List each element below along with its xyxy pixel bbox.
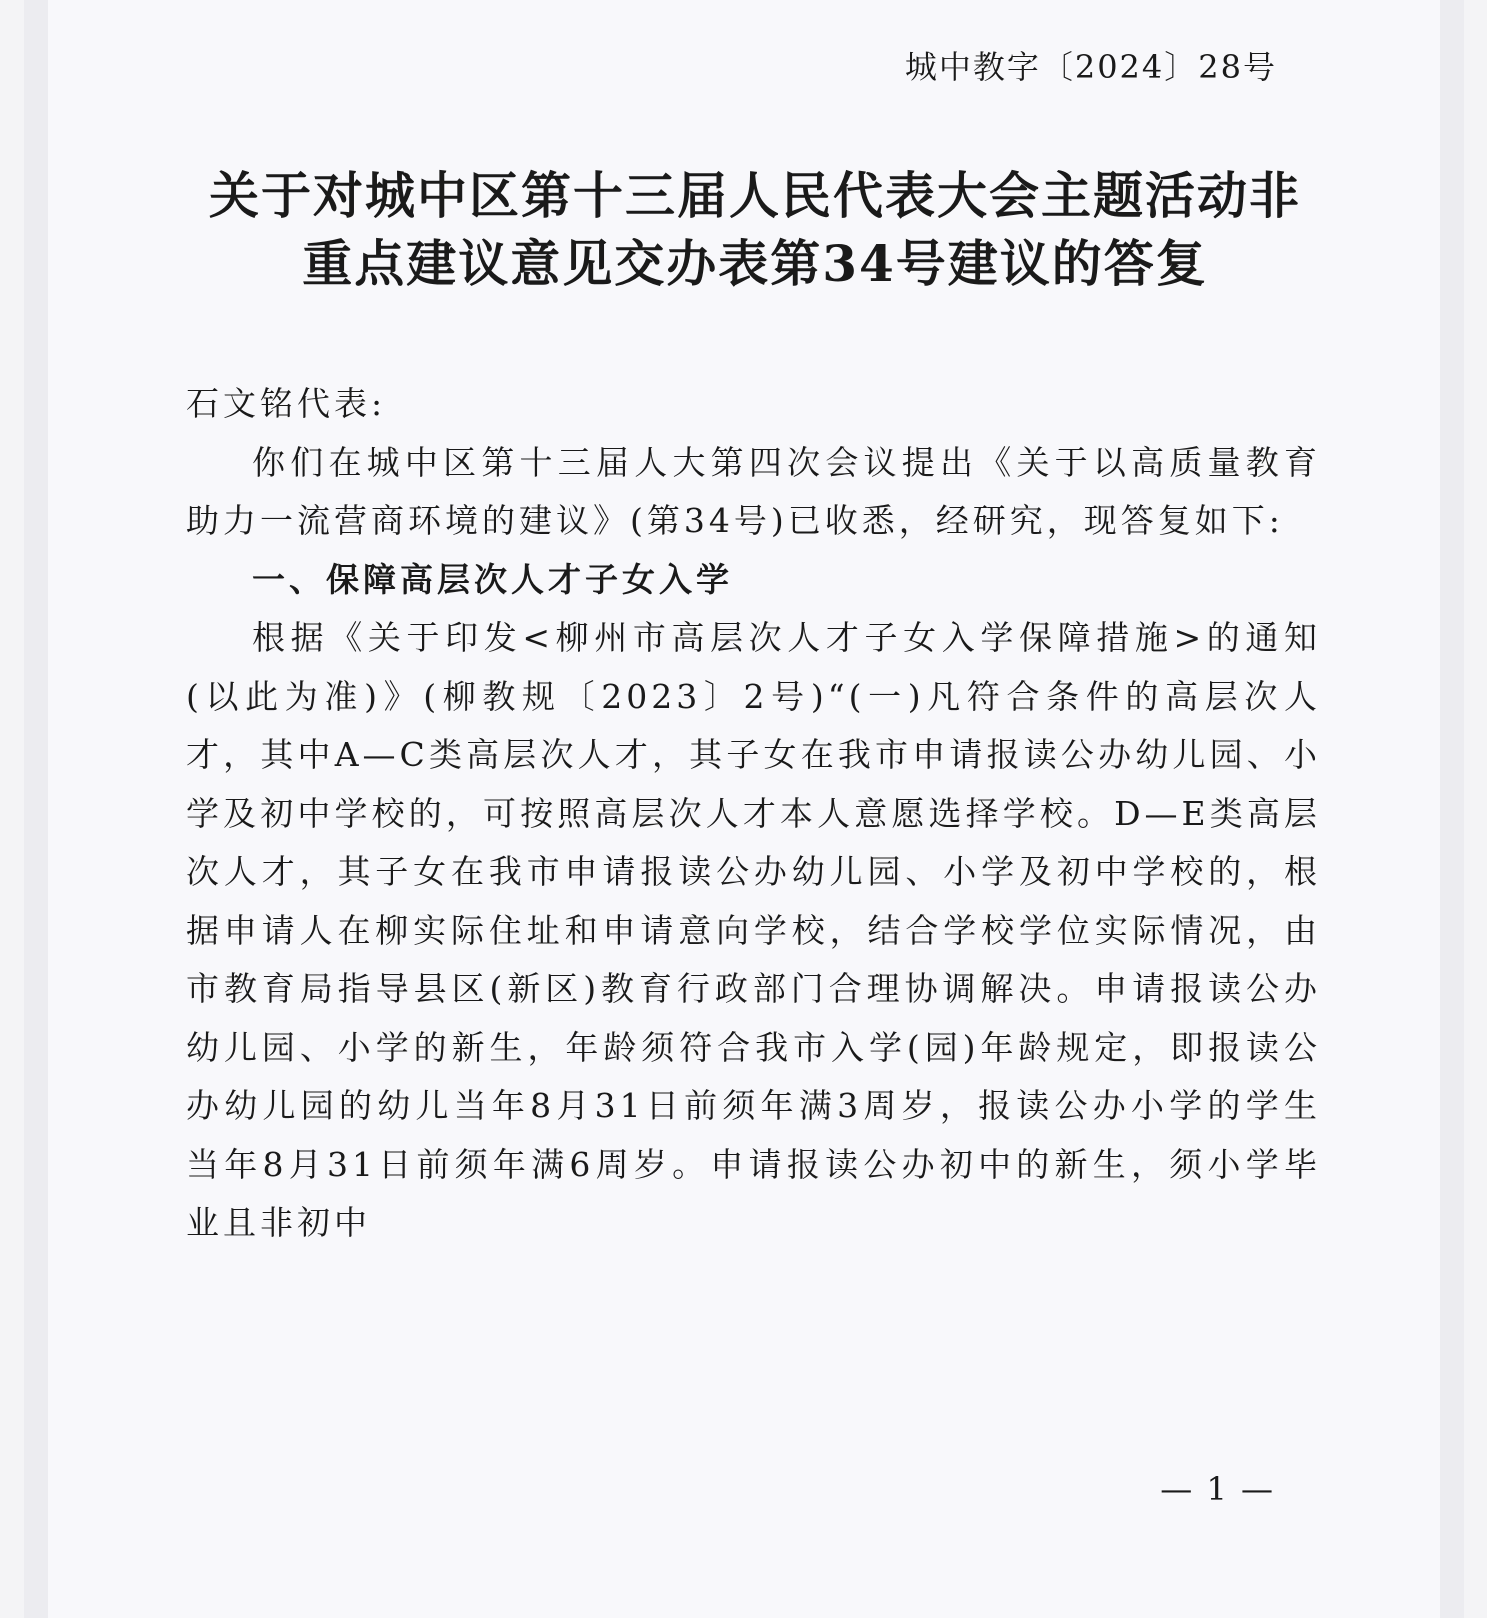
page-edge-right (1440, 0, 1464, 1618)
page-edge-left (24, 0, 48, 1618)
intro-paragraph: 你们在城中区第十三届人大第四次会议提出《关于以高质量教育助力一流营商环境的建议》(第34号)已收悉，经研究，现答复如下: (186, 442, 1321, 540)
salutation: 石文铭代表: (186, 384, 387, 423)
document-title: 关于对城中区第十三届人民代表大会主题活动非 重点建议意见交办表第34号建议的答复 (209, 166, 1301, 293)
page-number: — 1 — (1160, 1470, 1275, 1508)
section-paragraph: 根据《关于印发<柳州市高层次人才子女入学保障措施>的通知(以此为准)》(柳教规〔2023〕2号)“(一)凡符合条件的高层次人才，其中A—C类高层次人才，其子女在我市申请报读公办幼儿园、小学及初中学校的，可按照高层次人才本人意愿选择学校。D—E类高层次人才，其子女在我市申请报读公办幼儿园、小学及初中学校的，根据申请人在柳实际住址和申请意向学校，结合学校学位实际情况，由市教育局指导县区(新区)教育行政部门合理协调解决。申请报读公办幼儿园、小学的新生，年龄须符合我市入学(园)年龄规定，即报读公办幼儿园的幼儿当年8月31日前须年满3周岁，报读公办小学的学生当年8月31日前须年满6周岁。申请报读公办初中的新生，须小学毕业且非初中 (186, 618, 1321, 1242)
document-number: 城中教字〔2024〕28号 (904, 48, 1277, 86)
document-body (186, 375, 1321, 1253)
section-heading: 一、保障高层次人才子女入学 (252, 559, 733, 599)
